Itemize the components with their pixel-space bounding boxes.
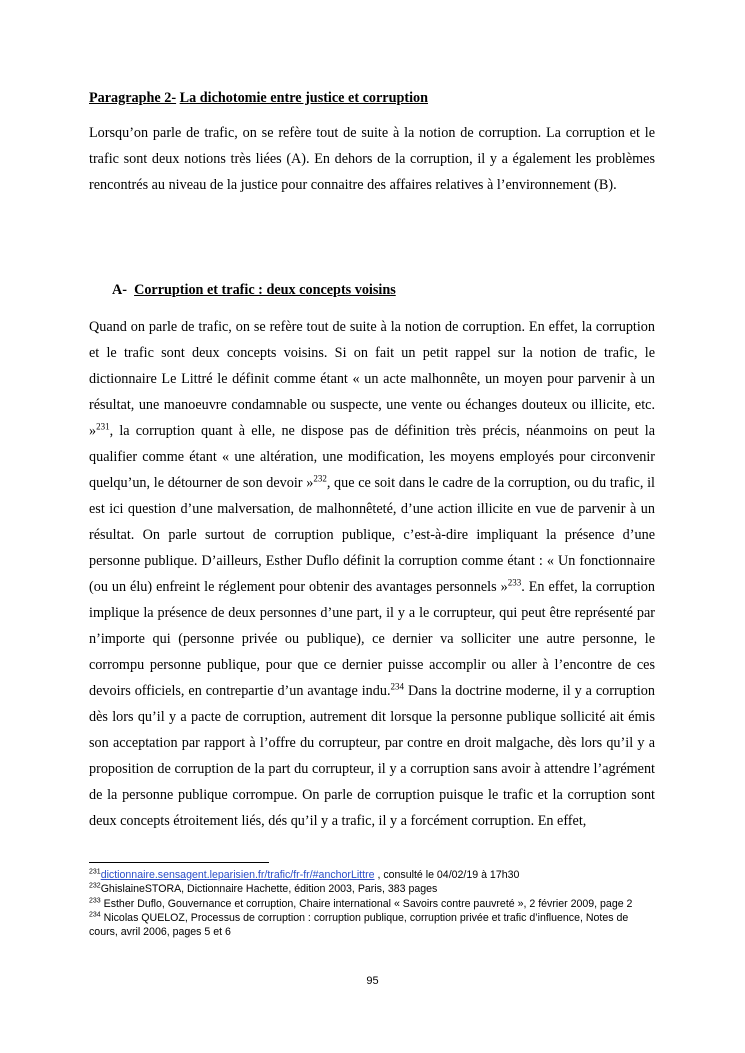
subsection-prefix: A- <box>112 282 127 298</box>
body-text-1: Quand on parle de trafic, on se refère tout de suite à la notion de corruption. En effet, la corruption et le trafic sont deux concepts voisins. Si on fait un petit rappel sur la notion de trafic, le dictionnaire Le Littré le définit comme étant « un acte malhonnête, un moyen pour parvenir à un résultat, une manoeuvre condamnable ou suspecte, une vente ou échanges douteux ou illicite, etc. » <box>89 319 655 439</box>
footnote-separator <box>89 862 269 863</box>
body-text-2: , la corruption quant à elle, ne dispose pas de définition très précis, néanmoins on peut la qualifier comme étant « une altération, une modification, les moyens employés pour circonvenir quelqu’un, le détourner de son devoir » <box>89 423 655 491</box>
footnotes <box>89 868 654 939</box>
footnote-text: Esther Duflo, Gouvernance et corruption, Chaire international « Savoirs contre pauvreté », 2 février 2009, page 2 <box>100 897 633 910</box>
subsection-title: Corruption et trafic : deux concepts voisins <box>134 282 396 298</box>
footnote-text: Nicolas QUELOZ, Processus de corruption : corruption publique, corruption privée et trafic d’influence, Notes de cours, avril 2006, pages 5 et 6 <box>89 911 629 939</box>
footnote-number: 231 <box>89 868 101 876</box>
intro-paragraph: Lorsqu’on parle de trafic, on se refère tout de suite à la notion de corruption. La corruption et le trafic sont deux notions très liées (A). En dehors de la corruption, il y a également les problèmes rencontrés au niveau de la justice pour connaitre des affaires relatives à l’environnement (B). <box>89 125 655 193</box>
section-heading <box>89 88 428 108</box>
footnote-number: 233 <box>89 897 101 905</box>
footnote-231 <box>89 868 654 882</box>
footnote-text: , consulté le 04/02/19 à 17h30 <box>374 869 520 881</box>
body-text-4: . En effet, la corruption implique la présence de deux personnes d’une part, il y a le corrupteur, qui peut être représenté par n’importe qui (personne privée ou publique), ce dernier va solliciter une autre personne, le corrompu personne publique, pour que ce dernier puisse accomplir ou aller à l’encontre de ces devoirs officiels, en contrepartie d’un avantage indu. <box>89 579 655 699</box>
section-title: La dichotomie entre justice et corruption <box>179 90 429 106</box>
footnote-number: 234 <box>89 911 101 919</box>
footnote-234 <box>89 911 654 940</box>
footnote-ref-234[interactable]: 234 <box>390 681 405 692</box>
footnote-link[interactable]: dictionnaire.sensagent.leparisien.fr/trafic/fr-fr/#anchorLittre <box>100 869 375 881</box>
footnote-ref-231[interactable]: 231 <box>96 421 110 432</box>
body-text-3: , que ce soit dans le cadre de la corruption, ou du trafic, il est ici question d’une malversation, de malhonnêteté, d’une action illicite en vue de parvenir à un résultat. On parle surtout de corruption publique, c’est-à-dire impliquant la présence d’une personne publique. D’ailleurs, Esther Duflo définit la corruption comme étant : « Un fonctionnaire (ou un élu) enfreint le réglement pour obtenir des avantages personnels » <box>89 475 655 595</box>
page-number: 95 <box>366 975 379 987</box>
section-prefix: Paragraphe 2- <box>89 90 177 106</box>
footnote-233 <box>89 897 654 911</box>
footnote-ref-233[interactable]: 233 <box>507 577 522 588</box>
footnote-232 <box>89 882 654 896</box>
footnote-number: 232 <box>89 882 101 890</box>
footnote-ref-232[interactable]: 232 <box>313 473 327 484</box>
body-paragraph <box>89 314 655 834</box>
body-text-5: Dans la doctrine moderne, il y a corruption dès lors qu’il y a pacte de corruption, autrement dit lorsque la personne publique sollicité ait émis son acceptation par rapport à l’offre du corrupteur, par contre en droit malgache, dès lors qu’il y a proposition de corruption de la part du corrupteur, il y a corruption sans avoir à attendre l’agrément de la personne publique corrompue. On parle de corruption puisque le trafic et la corruption sont deux concepts étroitement liés, dés qu’il y a trafic, il y a forcément corruption. En effet, <box>89 683 655 829</box>
subsection-heading <box>112 280 396 300</box>
footnote-text: GhislaineSTORA, Dictionnaire Hachette, édition 2003, Paris, 383 pages <box>100 883 438 896</box>
